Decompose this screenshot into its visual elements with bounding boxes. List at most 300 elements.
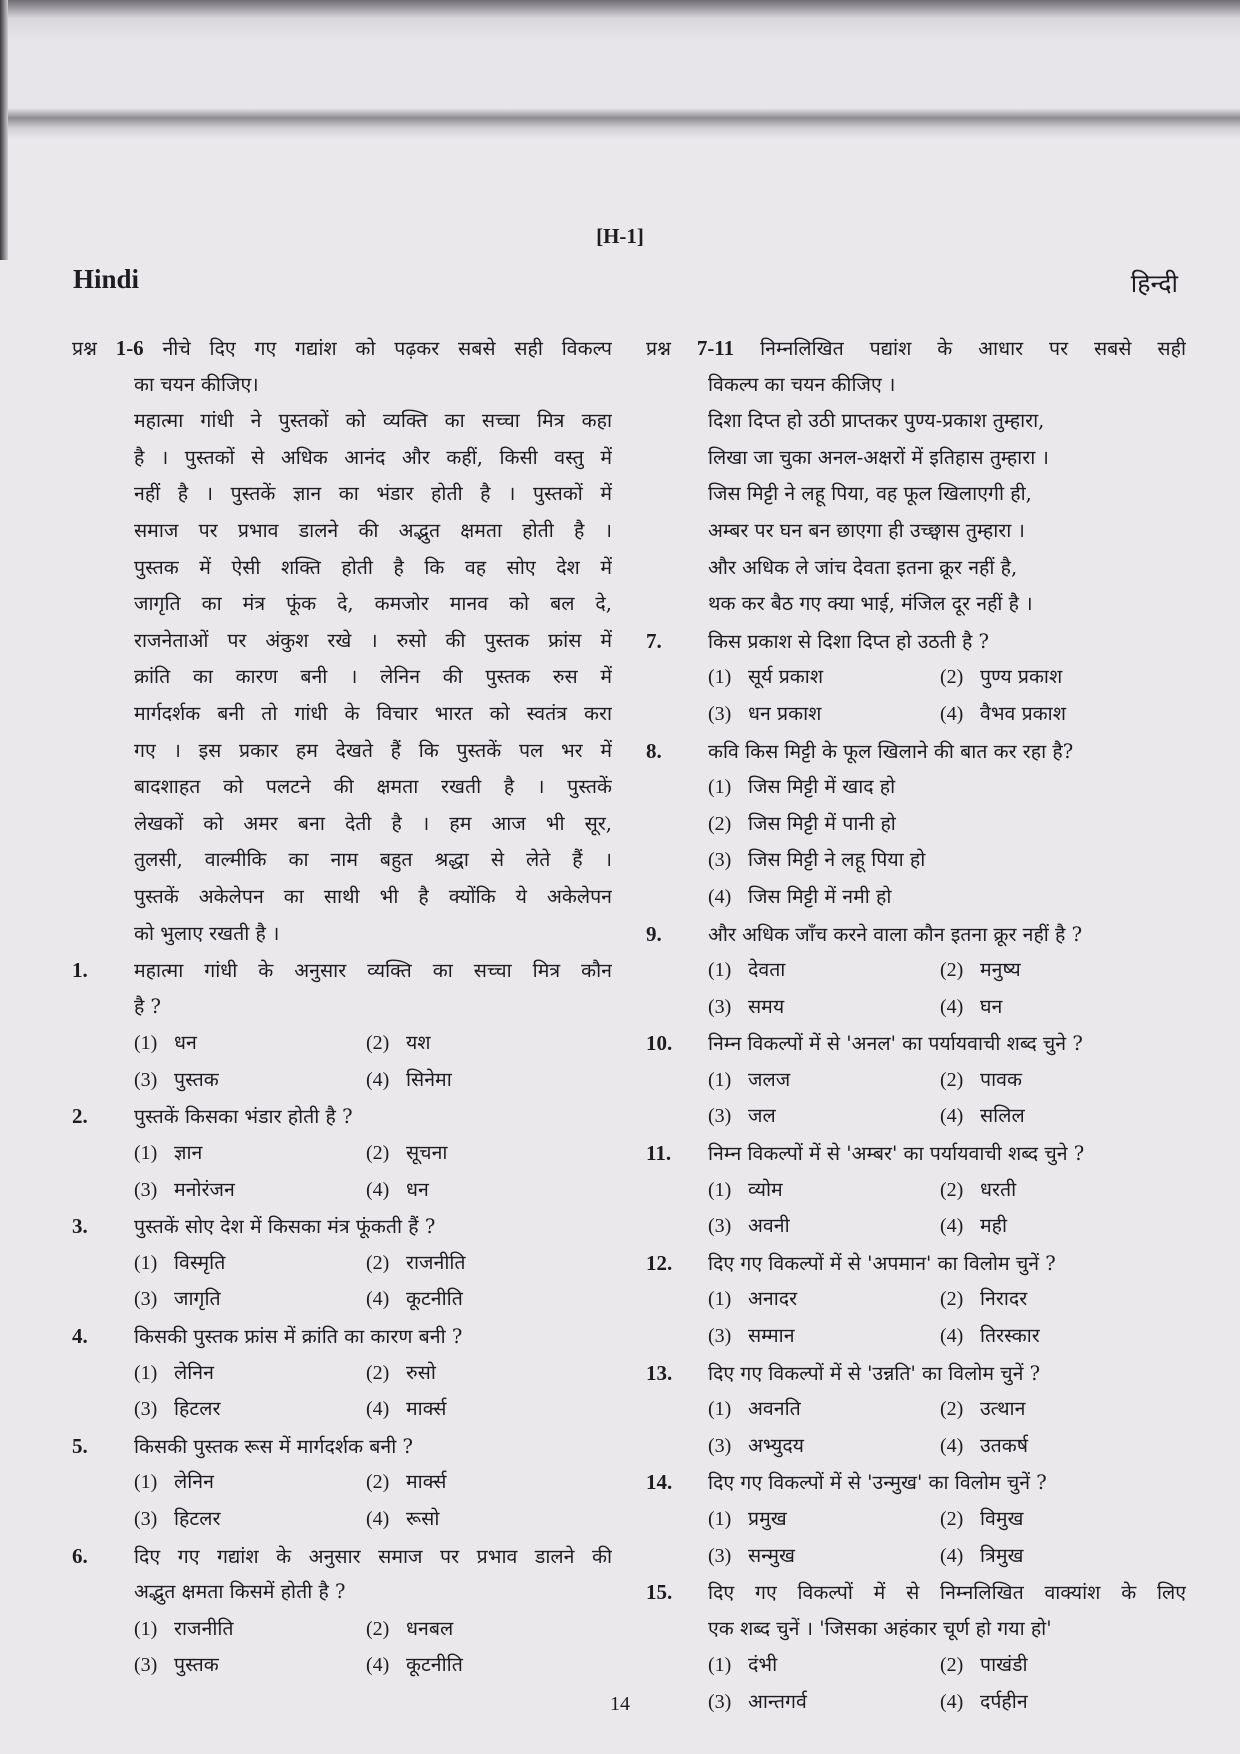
option-text: त्रिमुख bbox=[980, 1543, 1024, 1567]
answer-option[interactable] bbox=[366, 1501, 598, 1538]
passage-line: बादशाहत को पलटने की क्षमता रखती है । पुस्तकें bbox=[134, 775, 612, 799]
answer-option[interactable] bbox=[366, 1355, 598, 1392]
option-number: (2) bbox=[366, 1251, 390, 1274]
answer-option[interactable] bbox=[134, 1245, 366, 1282]
option-text: पुण्य प्रकाश bbox=[980, 665, 1063, 689]
options-row bbox=[646, 1172, 1186, 1209]
option-number: (3) bbox=[708, 1434, 732, 1457]
option-number: (2) bbox=[366, 1032, 390, 1055]
answer-option[interactable] bbox=[134, 1172, 366, 1209]
option-number: (2) bbox=[366, 1617, 390, 1640]
question-text-line bbox=[72, 952, 612, 989]
option-text: धन bbox=[174, 1031, 197, 1055]
option-number: (4) bbox=[940, 1325, 964, 1348]
answer-option[interactable] bbox=[708, 659, 940, 696]
passage-line: राजनेताओं पर अंकुश रखे । रुसो की पुस्तक फ्रांस में bbox=[134, 628, 612, 652]
option-number: (1) bbox=[134, 1032, 158, 1055]
option-text: राजनीति bbox=[174, 1616, 234, 1640]
options-row bbox=[72, 1611, 612, 1648]
page-number: 14 bbox=[610, 1693, 630, 1715]
question-text-line bbox=[646, 1574, 1186, 1611]
instruction-label: प्रश्न bbox=[72, 337, 97, 360]
options-row bbox=[72, 1391, 612, 1428]
section-instruction bbox=[72, 330, 612, 367]
answer-option[interactable] bbox=[940, 1172, 1172, 1209]
question-text: दिए गए विकल्पों में से 'उन्नति' का विलोम चुनें ? bbox=[708, 1361, 1041, 1385]
question-text: निम्न विकल्पों में से 'अम्बर' का पर्यायवाची शब्द चुने ? bbox=[708, 1142, 1085, 1166]
question-text: किसकी पुस्तक रूस में मार्गदर्शक बनी ? bbox=[134, 1434, 413, 1458]
options-row bbox=[646, 1391, 1186, 1428]
option-number: (3) bbox=[708, 1690, 732, 1713]
options-row bbox=[646, 696, 1186, 733]
question-text-line bbox=[646, 1355, 1186, 1392]
answer-option[interactable] bbox=[366, 1062, 598, 1099]
option-number: (2) bbox=[708, 812, 732, 835]
passage-line: महात्मा गांधी ने पुस्तकों को व्यक्ति का सच्चा मित्र कहा bbox=[134, 409, 612, 433]
answer-option[interactable] bbox=[134, 1281, 366, 1318]
passage-line: समाज पर प्रभाव डालने की अद्भुत क्षमता होती है । bbox=[134, 518, 612, 542]
option-text: दर्पहीन bbox=[980, 1689, 1028, 1713]
option-text: रुसो bbox=[406, 1360, 436, 1384]
left-column bbox=[72, 330, 612, 1684]
option-number: (3) bbox=[708, 702, 732, 725]
answer-option[interactable] bbox=[940, 1098, 1172, 1135]
instruction-text: का चयन कीजिए। bbox=[134, 372, 259, 396]
option-text: देवता bbox=[748, 958, 786, 982]
answer-option[interactable] bbox=[134, 1611, 366, 1648]
option-number: (3) bbox=[134, 1654, 158, 1677]
answer-option[interactable] bbox=[134, 1464, 366, 1501]
question-text: पुस्तकें सोए देश में किसका मंत्र फूंकती हैं ? bbox=[134, 1215, 436, 1239]
answer-option[interactable] bbox=[940, 1062, 1172, 1099]
poem-line: थक कर बैठ गए क्या भाई, मंजिल दूर नहीं है । bbox=[708, 592, 1033, 616]
question-3 bbox=[72, 1208, 612, 1318]
options-row bbox=[72, 1647, 612, 1684]
option-number: (4) bbox=[940, 1544, 964, 1567]
answer-option[interactable] bbox=[940, 1318, 1172, 1355]
option-text: मही bbox=[980, 1214, 1008, 1238]
option-number: (4) bbox=[366, 1178, 390, 1201]
option-number: (2) bbox=[940, 1288, 964, 1311]
option-text: विस्मृति bbox=[174, 1250, 226, 1274]
answer-option[interactable] bbox=[940, 1647, 1172, 1684]
options-row bbox=[646, 842, 1186, 879]
options-row bbox=[646, 769, 1186, 806]
options-row bbox=[646, 989, 1186, 1026]
question-7 bbox=[646, 623, 1186, 733]
option-text: जल bbox=[748, 1104, 776, 1128]
question-text-line bbox=[72, 1318, 612, 1355]
right-column bbox=[646, 330, 1186, 1721]
answer-option[interactable] bbox=[708, 696, 940, 733]
option-text: जिस मिट्टी में खाद हो bbox=[748, 775, 896, 799]
answer-option[interactable] bbox=[134, 1135, 366, 1172]
option-number: (2) bbox=[940, 959, 964, 982]
answer-option[interactable] bbox=[134, 1647, 366, 1684]
options-row bbox=[72, 1501, 612, 1538]
option-number: (4) bbox=[940, 1690, 964, 1713]
option-number: (2) bbox=[940, 666, 964, 689]
answer-option[interactable] bbox=[708, 1318, 940, 1355]
option-number: (1) bbox=[134, 1617, 158, 1640]
option-number: (3) bbox=[134, 1068, 158, 1091]
options-row bbox=[646, 1062, 1186, 1099]
question-number: 2. bbox=[72, 1104, 88, 1129]
option-number: (3) bbox=[708, 995, 732, 1018]
answer-option[interactable] bbox=[940, 989, 1172, 1026]
option-text: पावक bbox=[980, 1067, 1022, 1091]
passage-line: लेखकों को अमर बना देती है । हम आज भी सूर, bbox=[134, 811, 612, 835]
answer-option[interactable] bbox=[940, 1428, 1172, 1465]
question-text-line bbox=[72, 989, 612, 1026]
instruction-text: विकल्प का चयन कीजिए । bbox=[708, 372, 896, 396]
option-text: तिरस्कार bbox=[980, 1324, 1040, 1348]
option-number: (4) bbox=[940, 1105, 964, 1128]
answer-option[interactable] bbox=[940, 659, 1172, 696]
option-text: अनादर bbox=[748, 1287, 798, 1311]
option-number: (3) bbox=[134, 1398, 158, 1421]
question-text: दिए गए गद्यांश के अनुसार समाज पर प्रभाव डालने की bbox=[134, 1544, 612, 1568]
answer-option[interactable] bbox=[708, 1208, 940, 1245]
option-text: हिटलर bbox=[174, 1507, 221, 1530]
question-text-line bbox=[646, 1025, 1186, 1062]
option-number: (2) bbox=[366, 1142, 390, 1165]
option-number: (1) bbox=[134, 1251, 158, 1274]
option-text: ज्ञान bbox=[174, 1141, 203, 1165]
passage-line: जागृति का मंत्र फूंक दे, कमजोर मानव को बल दे, bbox=[134, 592, 612, 616]
question-6 bbox=[72, 1538, 612, 1684]
question-number: 8. bbox=[646, 738, 662, 763]
answer-option[interactable] bbox=[366, 1281, 598, 1318]
option-number: (4) bbox=[366, 1288, 390, 1311]
options-row bbox=[72, 1355, 612, 1392]
option-number: (1) bbox=[708, 1398, 732, 1421]
options-row bbox=[646, 952, 1186, 989]
question-text-line bbox=[72, 1538, 612, 1575]
answer-option[interactable] bbox=[708, 1172, 940, 1209]
question-text: दिए गए विकल्पों में से 'अपमान' का विलोम चुनें ? bbox=[708, 1251, 1056, 1275]
answer-option[interactable] bbox=[366, 1245, 598, 1282]
answer-option[interactable] bbox=[940, 952, 1172, 989]
question-text: और अधिक जाँच करने वाला कौन इतना क्रूर नहीं है ? bbox=[708, 922, 1083, 946]
option-number: (3) bbox=[708, 849, 732, 872]
answer-option[interactable] bbox=[708, 842, 925, 879]
booklet-code: [H-1] bbox=[596, 224, 644, 248]
question-text-line bbox=[646, 916, 1186, 953]
option-number: (4) bbox=[366, 1654, 390, 1677]
option-number: (1) bbox=[708, 1068, 732, 1091]
option-number: (4) bbox=[940, 702, 964, 725]
option-number: (4) bbox=[940, 1434, 964, 1457]
option-text: सम्मान bbox=[748, 1324, 795, 1348]
option-number: (1) bbox=[708, 776, 732, 799]
question-number: 4. bbox=[72, 1324, 88, 1349]
passage-line: क्रांति का कारण बनी । लेनिन की पुस्तक रुस में bbox=[134, 665, 612, 689]
instruction-text: नीचे दिए गए गद्यांश को पढ़कर सबसे सही विकल्प bbox=[162, 337, 612, 360]
option-text: समय bbox=[748, 994, 785, 1018]
option-number: (4) bbox=[708, 885, 732, 908]
options-row bbox=[646, 1428, 1186, 1465]
option-number: (1) bbox=[708, 959, 732, 982]
answer-option[interactable] bbox=[366, 1647, 598, 1684]
question-number: 11. bbox=[646, 1141, 672, 1166]
answer-option[interactable] bbox=[708, 952, 940, 989]
option-text: दंभी bbox=[748, 1653, 778, 1677]
question-text-line bbox=[646, 1135, 1186, 1172]
option-text: जिस मिट्टी में नमी हो bbox=[748, 884, 892, 908]
passage-line: नहीं है । पुस्तकें ज्ञान का भंडार होती है । पुस्तकों में bbox=[134, 482, 612, 506]
option-text: जिस मिट्टी में पानी हो bbox=[748, 811, 896, 835]
scan-top-shadow bbox=[0, 0, 1240, 140]
question-number: 10. bbox=[646, 1031, 673, 1056]
question-9 bbox=[646, 916, 1186, 1026]
option-text: पुस्तक bbox=[174, 1653, 219, 1677]
poem-line: और अधिक ले जांच देवता इतना क्रूर नहीं है, bbox=[708, 555, 1018, 579]
option-number: (1) bbox=[134, 1471, 158, 1494]
question-text-line bbox=[646, 1611, 1186, 1648]
answer-option[interactable] bbox=[940, 1391, 1172, 1428]
option-number: (1) bbox=[708, 1508, 732, 1530]
options-row bbox=[646, 659, 1186, 696]
option-text: जागृति bbox=[174, 1287, 221, 1311]
option-text: घन bbox=[980, 994, 1003, 1018]
option-text: मार्क्स bbox=[406, 1470, 447, 1494]
section-instruction bbox=[646, 367, 1186, 404]
question-text-line bbox=[72, 1574, 612, 1611]
passage-line: पुस्तकें अकेलेपन का साथी भी है क्योंकि ये अकेलेपन bbox=[134, 884, 612, 908]
option-text: जलज bbox=[748, 1067, 791, 1091]
answer-option[interactable] bbox=[134, 1355, 366, 1392]
answer-option[interactable] bbox=[708, 1501, 940, 1538]
passage-line: तुलसी, वाल्मीकि का नाम बहुत श्रद्धा से लेते हैं । bbox=[134, 848, 612, 872]
answer-option[interactable] bbox=[708, 1538, 940, 1575]
poem-line: जिस मिट्टी ने लहू पिया, वह फूल खिलाएगी ही, bbox=[708, 482, 1032, 506]
option-text: मनोरंजन bbox=[174, 1177, 235, 1201]
answer-option[interactable] bbox=[366, 1025, 598, 1062]
options-row bbox=[646, 1647, 1186, 1684]
answer-option[interactable] bbox=[134, 1391, 366, 1428]
question-text: अद्भुत क्षमता किसमें होती है ? bbox=[134, 1580, 346, 1604]
question-text: किस प्रकाश से दिशा दिप्त हो उठती है ? bbox=[708, 629, 989, 653]
option-number: (3) bbox=[134, 1508, 158, 1530]
option-number: (4) bbox=[366, 1398, 390, 1421]
option-number: (4) bbox=[366, 1068, 390, 1091]
option-text: कूटनीति bbox=[406, 1653, 463, 1677]
question-text-line bbox=[646, 623, 1186, 660]
question-text: दिए गए विकल्पों में से 'उन्मुख' का विलोम चुनें ? bbox=[708, 1471, 1047, 1495]
question-11 bbox=[646, 1135, 1186, 1245]
question-text-line bbox=[72, 1098, 612, 1135]
option-number: (4) bbox=[940, 995, 964, 1018]
options-row bbox=[72, 1245, 612, 1282]
instruction-text: निम्नलिखित पद्यांश के आधार पर सबसे सही bbox=[760, 337, 1186, 360]
option-text: प्रमुख bbox=[748, 1507, 787, 1530]
option-number: (2) bbox=[940, 1068, 964, 1091]
question-8 bbox=[646, 733, 1186, 916]
answer-option[interactable] bbox=[708, 1098, 940, 1135]
option-number: (4) bbox=[366, 1508, 390, 1530]
answer-option[interactable] bbox=[366, 1611, 598, 1648]
question-range: 7-11 bbox=[696, 336, 735, 360]
option-number: (3) bbox=[708, 1325, 732, 1348]
answer-option[interactable] bbox=[708, 769, 895, 806]
question-text: एक शब्द चुनें । 'जिसका अहंकार चूर्ण हो गया हो' bbox=[708, 1616, 1052, 1640]
option-text: अवनति bbox=[748, 1397, 801, 1421]
question-number: 7. bbox=[646, 628, 662, 653]
subject-title-english: Hindi bbox=[73, 264, 140, 294]
question-text-line bbox=[646, 733, 1186, 770]
question-12 bbox=[646, 1245, 1186, 1355]
question-text-line bbox=[646, 1464, 1186, 1501]
answer-option[interactable] bbox=[708, 1647, 940, 1684]
option-text: पाखंडी bbox=[980, 1653, 1028, 1677]
option-number: (2) bbox=[366, 1471, 390, 1494]
options-row bbox=[646, 1281, 1186, 1318]
answer-option[interactable] bbox=[708, 1428, 940, 1465]
options-row bbox=[72, 1281, 612, 1318]
option-text: वैभव प्रकाश bbox=[980, 701, 1066, 725]
answer-option[interactable] bbox=[366, 1172, 598, 1209]
option-text: राजनीति bbox=[406, 1250, 466, 1274]
answer-option[interactable] bbox=[366, 1135, 598, 1172]
answer-option[interactable] bbox=[708, 1391, 940, 1428]
answer-option[interactable] bbox=[940, 1281, 1172, 1318]
options-row bbox=[72, 1135, 612, 1172]
answer-option[interactable] bbox=[708, 1281, 940, 1318]
question-number: 1. bbox=[72, 958, 88, 983]
option-number: (1) bbox=[708, 666, 732, 689]
section-instruction bbox=[646, 330, 1186, 367]
option-text: धरती bbox=[980, 1177, 1017, 1201]
option-number: (2) bbox=[940, 1178, 964, 1201]
option-text: पुस्तक bbox=[174, 1067, 219, 1091]
question-text: पुस्तकें किसका भंडार होती है ? bbox=[134, 1105, 353, 1129]
answer-option[interactable] bbox=[134, 1062, 366, 1099]
option-number: (3) bbox=[708, 1544, 732, 1567]
option-text: हिटलर bbox=[174, 1397, 221, 1421]
options-row bbox=[72, 1062, 612, 1099]
question-number: 14. bbox=[646, 1470, 673, 1495]
options-row bbox=[646, 1318, 1186, 1355]
option-number: (3) bbox=[134, 1288, 158, 1311]
option-text: अभ्युदय bbox=[748, 1433, 804, 1457]
passage-line: गए । इस प्रकार हम देखते हैं कि पुस्तकें पल भर में bbox=[134, 738, 612, 762]
passage-line: मार्गदर्शक बनी तो गांधी के विचार भारत को स्वतंत्र करा bbox=[134, 701, 612, 725]
option-text: कूटनीति bbox=[406, 1287, 463, 1311]
option-number: (2) bbox=[940, 1398, 964, 1421]
question-5 bbox=[72, 1428, 612, 1538]
option-number: (1) bbox=[708, 1178, 732, 1201]
question-text-line bbox=[72, 1428, 612, 1465]
option-text: अवनी bbox=[748, 1214, 790, 1238]
subject-title-hindi: हिन्दी bbox=[1130, 269, 1178, 298]
option-text: आन्तगर्व bbox=[748, 1689, 807, 1713]
option-number: (1) bbox=[708, 1654, 732, 1677]
question-range: 1-6 bbox=[115, 336, 144, 360]
answer-option[interactable] bbox=[708, 989, 940, 1026]
question-text-line bbox=[72, 1208, 612, 1245]
option-number: (3) bbox=[708, 1105, 732, 1128]
option-text: उत्थान bbox=[980, 1397, 1026, 1421]
answer-option[interactable] bbox=[940, 1538, 1172, 1575]
poem-line: लिखा जा चुका अनल-अक्षरों में इतिहास तुम्हारा । bbox=[708, 445, 1049, 469]
option-number: (2) bbox=[366, 1361, 390, 1384]
option-text: यश bbox=[406, 1031, 431, 1055]
question-text: निम्न विकल्पों में से 'अनल' का पर्यायवाची शब्द चुने ? bbox=[708, 1032, 1083, 1056]
question-text: कवि किस मिट्टी के फूल खिलाने की बात कर रहा है? bbox=[708, 739, 1074, 763]
question-text: दिए गए विकल्पों में से निम्नलिखित वाक्यांश के लिए bbox=[708, 1581, 1186, 1605]
option-text: धन प्रकाश bbox=[748, 701, 822, 725]
answer-option[interactable] bbox=[708, 806, 896, 843]
instruction-label: प्रश्न bbox=[646, 337, 671, 360]
answer-option[interactable] bbox=[940, 696, 1172, 733]
option-text: सिनेमा bbox=[406, 1067, 452, 1091]
question-number: 13. bbox=[646, 1360, 673, 1385]
poem-line: अम्बर पर घन बन छाएगा ही उच्छ्वास तुम्हारा । bbox=[708, 518, 1025, 542]
options-row bbox=[646, 1538, 1186, 1575]
passage-line: पुस्तक में ऐसी शक्ति होती है कि वह सोए देश में bbox=[134, 555, 612, 579]
question-number: 12. bbox=[646, 1250, 673, 1275]
question-number: 5. bbox=[72, 1433, 88, 1458]
passage-line: है । पुस्तकों से अधिक आनंद और कहीं, किसी वस्तु में bbox=[134, 445, 612, 469]
option-text: रूसो bbox=[406, 1507, 440, 1530]
option-number: (3) bbox=[134, 1178, 158, 1201]
answer-option[interactable] bbox=[940, 1501, 1172, 1538]
option-number: (1) bbox=[708, 1288, 732, 1311]
answer-option[interactable] bbox=[366, 1391, 598, 1428]
options-row bbox=[72, 1464, 612, 1501]
options-row bbox=[646, 806, 1186, 843]
option-text: धन bbox=[406, 1177, 429, 1201]
question-10 bbox=[646, 1025, 1186, 1135]
option-text: निरादर bbox=[980, 1287, 1028, 1311]
option-number: (4) bbox=[940, 1215, 964, 1238]
question-number: 6. bbox=[72, 1543, 88, 1568]
option-text: व्योम bbox=[748, 1177, 783, 1201]
options-row bbox=[646, 1208, 1186, 1245]
option-text: मनुष्य bbox=[980, 958, 1021, 982]
question-2 bbox=[72, 1098, 612, 1208]
answer-option[interactable] bbox=[708, 1062, 940, 1099]
answer-option[interactable] bbox=[940, 1208, 1172, 1245]
answer-option[interactable] bbox=[134, 1025, 366, 1062]
option-number: (2) bbox=[940, 1654, 964, 1677]
option-text: जिस मिट्टी ने लहू पिया हो bbox=[748, 848, 926, 872]
option-text: विमुख bbox=[980, 1507, 1024, 1530]
option-text: लेनिन bbox=[174, 1470, 214, 1494]
question-number: 9. bbox=[646, 921, 662, 946]
option-text: धनबल bbox=[406, 1616, 454, 1640]
question-1 bbox=[72, 952, 612, 1098]
section-instruction bbox=[72, 367, 612, 404]
option-text: उतकर्ष bbox=[980, 1433, 1029, 1457]
question-13 bbox=[646, 1355, 1186, 1465]
question-4 bbox=[72, 1318, 612, 1428]
answer-option[interactable] bbox=[134, 1501, 366, 1538]
passage-line: को भुलाए रखती है । bbox=[134, 921, 280, 945]
options-row bbox=[646, 879, 1186, 916]
option-text: सूर्य प्रकाश bbox=[748, 665, 824, 689]
option-text: लेनिन bbox=[174, 1360, 214, 1384]
options-row bbox=[646, 1098, 1186, 1135]
answer-option[interactable] bbox=[366, 1464, 598, 1501]
option-text: सलिल bbox=[980, 1104, 1025, 1128]
question-number: 3. bbox=[72, 1214, 88, 1239]
question-text: महात्मा गांधी के अनुसार व्यक्ति का सच्चा मित्र कौन bbox=[134, 959, 612, 983]
answer-option[interactable] bbox=[708, 879, 891, 916]
option-number: (1) bbox=[134, 1142, 158, 1165]
option-text: सन्मुख bbox=[748, 1543, 795, 1567]
